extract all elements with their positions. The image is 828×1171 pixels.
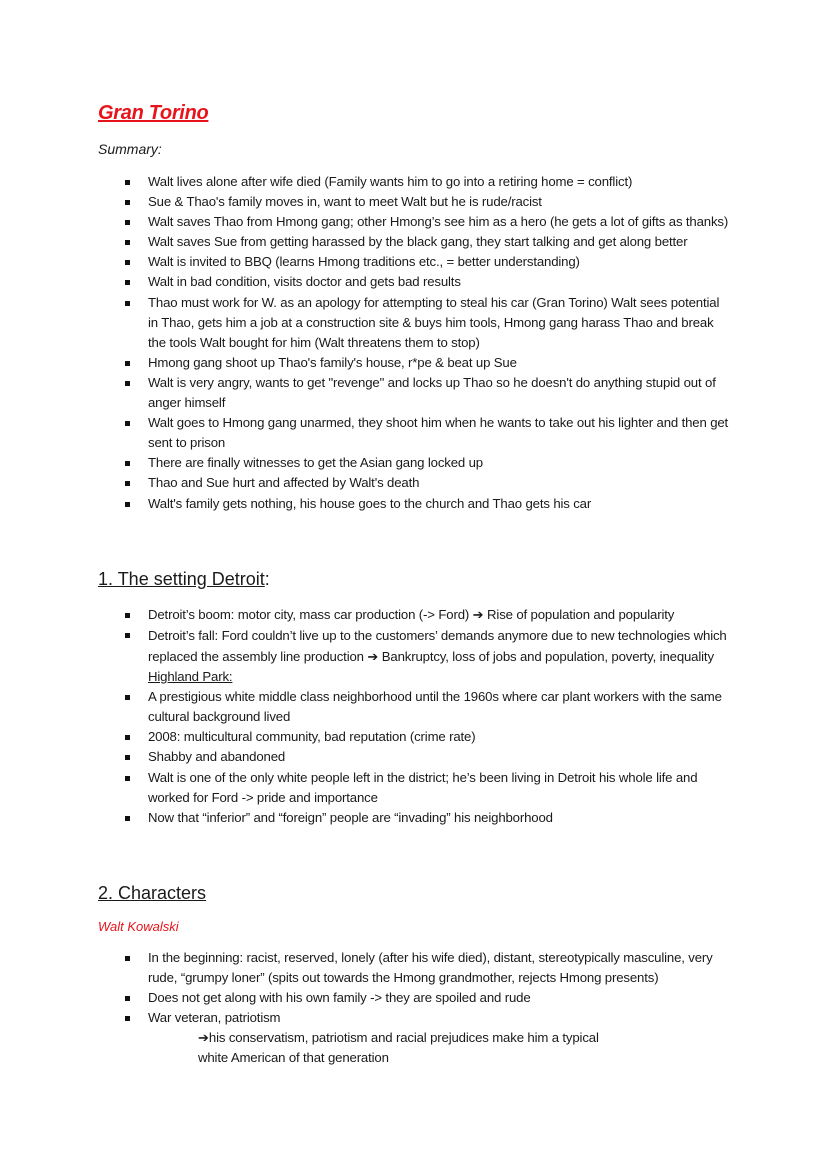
conclusion-item: ➔his conservatism, patriotism and racial prejudices make him a typical white American of that generation — [198, 1030, 599, 1066]
list-item: 2008: multicultural community, bad reputation (crime rate) — [98, 727, 732, 747]
list-item: Walt saves Thao from Hmong gang; other Hmong’s see him as a hero (he gets a lot of gifts as thanks) — [98, 212, 732, 232]
summary-label: Summary: — [98, 141, 162, 157]
subheading-highland-park — [98, 667, 732, 687]
list-item: Now that “inferior” and “foreign” people are “invading” his neighborhood — [98, 808, 732, 828]
list-item: Thao must work for W. as an apology for attempting to steal his car (Gran Torino) Walt sees potential in Thao, gets him a job at a construction site & buys him tools, Hmong gang harass Thao and break the tools Walt bought for him (Walt threatens them to stop) — [98, 293, 732, 353]
character-list — [98, 948, 732, 1069]
list-item: Detroit’s boom: motor city, mass car production (-> Ford) ➔ Rise of population and popularity — [98, 605, 732, 625]
list-item: Walt is one of the only white people left in the district; he’s been living in Detroit his whole life and worked for Ford -> pride and importance — [98, 768, 732, 808]
list-item: Detroit’s fall: Ford couldn’t live up to the customers’ demands anymore due to new technologies which replaced the assembly line production ➔ Bankruptcy, loss of jobs and population, poverty, inequality — [98, 625, 732, 667]
list-item: Thao and Sue hurt and affected by Walt's death — [98, 473, 732, 493]
list-item: War veteran, patriotism — [98, 1008, 732, 1028]
list-item: Does not get along with his own family -> they are spoiled and rude — [98, 988, 732, 1008]
section-heading-characters — [98, 881, 732, 905]
list-item: A prestigious white middle class neighborhood until the 1960s where car plant workers with the same cultural background lived — [98, 687, 732, 727]
heading-text: 1. The setting Detroit — [98, 569, 265, 589]
list-item: Sue & Thao's family moves in, want to meet Walt but he is rude/racist — [98, 192, 732, 212]
section-heading-setting — [98, 567, 732, 591]
heading-text: 2. Characters — [98, 883, 207, 903]
list-item: In the beginning: racist, reserved, lonely (after his wife died), distant, stereotypically masculine, very rude, “grumpy loner” (spits out towards the Hmong grandmother, rejects Hmong presents) — [98, 948, 732, 988]
list-item: Walt's family gets nothing, his house goes to the church and Thao gets his car — [98, 494, 732, 514]
document-title: Gran Torino — [98, 102, 209, 124]
list-item: Walt saves Sue from getting harassed by the black gang, they start talking and get along better — [98, 232, 732, 252]
list-item: Walt is very angry, wants to get "revenge" and locks up Thao so he doesn't do anything stupid out of anger himself — [98, 373, 732, 413]
list-item: Walt is invited to BBQ (learns Hmong traditions etc., = better understanding) — [98, 252, 732, 272]
summary-list — [98, 172, 732, 514]
list-item: Shabby and abandoned — [98, 747, 732, 767]
character-name: Walt Kowalski — [98, 919, 179, 934]
list-item: Hmong gang shoot up Thao's family's house, r*pe & beat up Sue — [98, 353, 732, 373]
subheading-text: Highland Park: — [148, 669, 233, 685]
list-item: There are finally witnesses to get the Asian gang locked up — [98, 453, 732, 473]
list-item: Walt in bad condition, visits doctor and gets bad results — [98, 272, 732, 292]
list-item: Walt lives alone after wife died (Family wants him to go into a retiring home = conflict) — [98, 172, 732, 192]
heading-colon: : — [264, 569, 270, 589]
list-item: Walt goes to Hmong gang unarmed, they shoot him when he wants to take out his lighter and then get sent to prison — [98, 413, 732, 453]
setting-list — [98, 605, 732, 828]
